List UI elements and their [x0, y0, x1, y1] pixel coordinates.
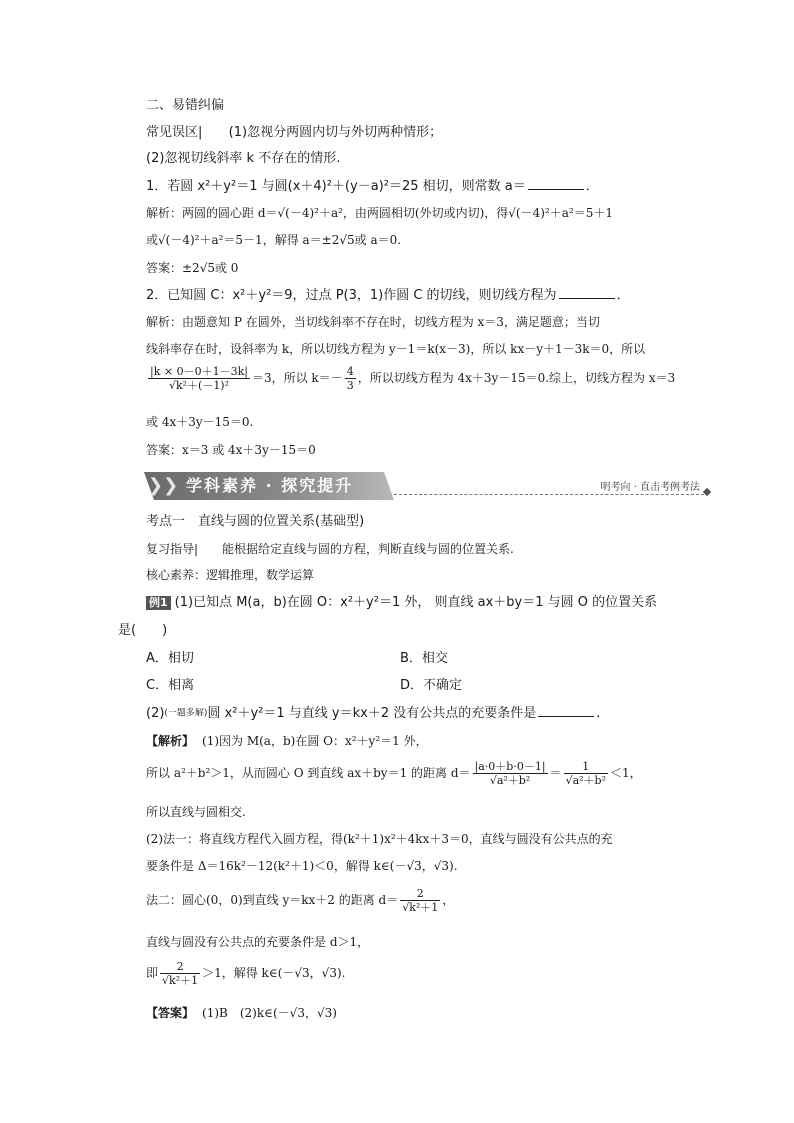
section-heading: 二、易错纠偏	[146, 98, 225, 113]
example-1-stem-2: 是( )	[118, 623, 168, 638]
option-a: A．相切	[146, 651, 194, 666]
answer-blank	[559, 286, 615, 299]
section-banner	[144, 472, 710, 500]
question-1	[146, 177, 666, 196]
jiexi-text: (1)因为 M(a，b)在圆 O：x²＋y²＝1 外，	[202, 734, 428, 748]
fraction	[160, 960, 200, 987]
option-c: C．相离	[146, 678, 195, 693]
chevron-right-icon: ❯❯	[148, 475, 179, 496]
diamond-icon	[703, 488, 711, 496]
numerator: 1	[564, 760, 608, 774]
question-2-answer: 答案：x＝3 或 4x＋3y－15＝0	[146, 443, 316, 457]
question-2-stem: 2．已知圆 C：x²＋y²＝9，过点 P(3，1)作圆 C 的切线，则切线方程为	[146, 288, 557, 303]
question-2-solution-1: 解析：由题意知 P 在圆外，当切线斜率不存在时，切线方程为 x＝3，满足题意；当切	[146, 315, 600, 329]
review-guide: 复习指导| 能根据给定直线与圆的方程，判断直线与圆的位置关系.	[146, 542, 514, 556]
method-2-line-2: 直线与圆没有公共点的充要条件是 d＞1，	[146, 935, 370, 949]
question-2-solution-3	[146, 364, 676, 392]
example-badge: 例1	[146, 596, 171, 610]
question-2	[146, 286, 666, 305]
jiexi-line-3: 所以直线与圆相交.	[146, 805, 246, 819]
text: 即	[146, 966, 159, 980]
denominator: √k²＋1	[162, 974, 199, 987]
method-2-line-1	[146, 884, 666, 916]
fraction	[345, 365, 356, 392]
banner-title: 学科素养 · 探究提升	[186, 476, 354, 495]
misconception-item-2: (2)忽视切线斜率 k 不存在的情形.	[146, 151, 341, 166]
example-1-stem	[146, 594, 666, 612]
text: ，所以切线方程为 4x＋3y－15＝0.综上，切线方程为 x＝3	[357, 371, 676, 385]
jiexi-line-1	[146, 732, 666, 750]
denominator: √k²＋(－1)²	[168, 379, 230, 392]
misconception-line	[146, 124, 666, 142]
answer-blank	[538, 704, 594, 717]
jiexi-line-2	[146, 757, 666, 789]
text: ＜1，	[610, 766, 642, 780]
part-2-text: 圆 x²＋y²＝1 与直线 y＝kx＋2 没有公共点的充要条件是	[207, 706, 537, 721]
question-2-solution-2: 线斜率存在时，设斜率为 k，所以切线方程为 y－1＝k(x－3)，所以 kx－y＋1－3k＝0，所以	[146, 342, 646, 356]
question-2-solution-4: 或 4x＋3y－15＝0.	[146, 415, 254, 429]
banner-subtitle: 明考向 · 直击考例考法	[600, 482, 700, 493]
fraction	[148, 365, 250, 392]
question-1-stem: 1．若圆 x²＋y²＝1 与圆(x＋4)²＋(y－a)²＝25 相切，则常数 a＝	[146, 179, 526, 194]
text: ＞1，解得 k∈(－√3，√3).	[202, 966, 346, 980]
denominator: √a²＋b²	[489, 774, 531, 787]
misconception-label: 常见误区|	[146, 125, 203, 140]
numerator: |k × 0－0＋1－3k|	[150, 365, 248, 378]
example-1-text: (1)已知点 M(a，b)在圆 O：x²＋y²＝1 外， 则直线 ax＋by＝1 与圆 O 的位置关系	[174, 595, 658, 610]
method-1-line-2: 要条件是 Δ＝16k²－12(k²＋1)＜0，解得 k∈(－√3，√3).	[146, 859, 458, 873]
answer-line	[146, 1004, 666, 1022]
example-1-part-2: (2)(一题多解)圆 x²＋y²＝1 与直线 y＝kx＋2 没有公共点的充要条件是 ．	[146, 706, 610, 721]
text: ＝	[549, 766, 562, 780]
banner-divider	[394, 494, 704, 495]
question-1-answer: 答案：±2√5或 0	[146, 261, 239, 275]
numerator: 2	[400, 887, 440, 901]
method-2-line-3	[146, 957, 666, 989]
text: 所以 a²＋b²＞1，从而圆心 O 到直线 ax＋by＝1 的距离 d＝	[146, 766, 471, 780]
question-1-solution-2: 或√(－4)²＋a²＝5－1，解得 a＝±2√5或 a＝0.	[146, 233, 402, 247]
denominator: 3	[346, 379, 354, 392]
numerator: 4	[346, 365, 354, 378]
text: ，	[442, 893, 455, 907]
answer-label: 【答案】	[146, 1006, 195, 1020]
denominator: √a²＋b²	[565, 774, 606, 787]
topic-title: 考点一 直线与圆的位置关系(基础型)	[146, 514, 365, 529]
multi-solution-tag: (一题多解)	[164, 708, 208, 719]
denominator: √k²＋1	[402, 901, 439, 914]
method-1-line-1: (2)法一：将直线方程代入圆方程，得(k²＋1)x²＋4kx＋3＝0，直线与圆没有公共点的充	[146, 832, 613, 846]
answer-blank	[528, 177, 584, 190]
text: ＝3，所以 k＝－	[251, 371, 343, 385]
answer-text: (1)B (2)k∈(－√3，√3)	[202, 1006, 337, 1020]
fraction	[400, 887, 440, 914]
question-1-solution-1: 解析：两圆的圆心距 d＝√(－4)²＋a²，由两圆相切(外切或内切)，得√(－4)²＋a²＝5＋1	[146, 206, 613, 220]
jiexi-label: 【解析】	[146, 734, 195, 748]
fraction	[473, 760, 548, 787]
question-1-end: ．	[585, 179, 599, 194]
option-b: B．相交	[400, 651, 448, 666]
fraction	[564, 760, 608, 787]
misconception-item-1: (1)忽视分两圆内切与外切两种情形；	[228, 125, 443, 140]
numerator: 2	[160, 960, 200, 974]
option-d: D．不确定	[400, 678, 463, 693]
question-2-end: ．	[616, 288, 630, 303]
text: 法二：圆心(0，0)到直线 y＝kx＋2 的距离 d＝	[146, 893, 399, 907]
part-2-end: ．	[596, 706, 610, 721]
numerator: |a·0＋b·0－1|	[474, 760, 546, 773]
core-literacy: 核心素养：逻辑推理，数学运算	[146, 568, 315, 582]
